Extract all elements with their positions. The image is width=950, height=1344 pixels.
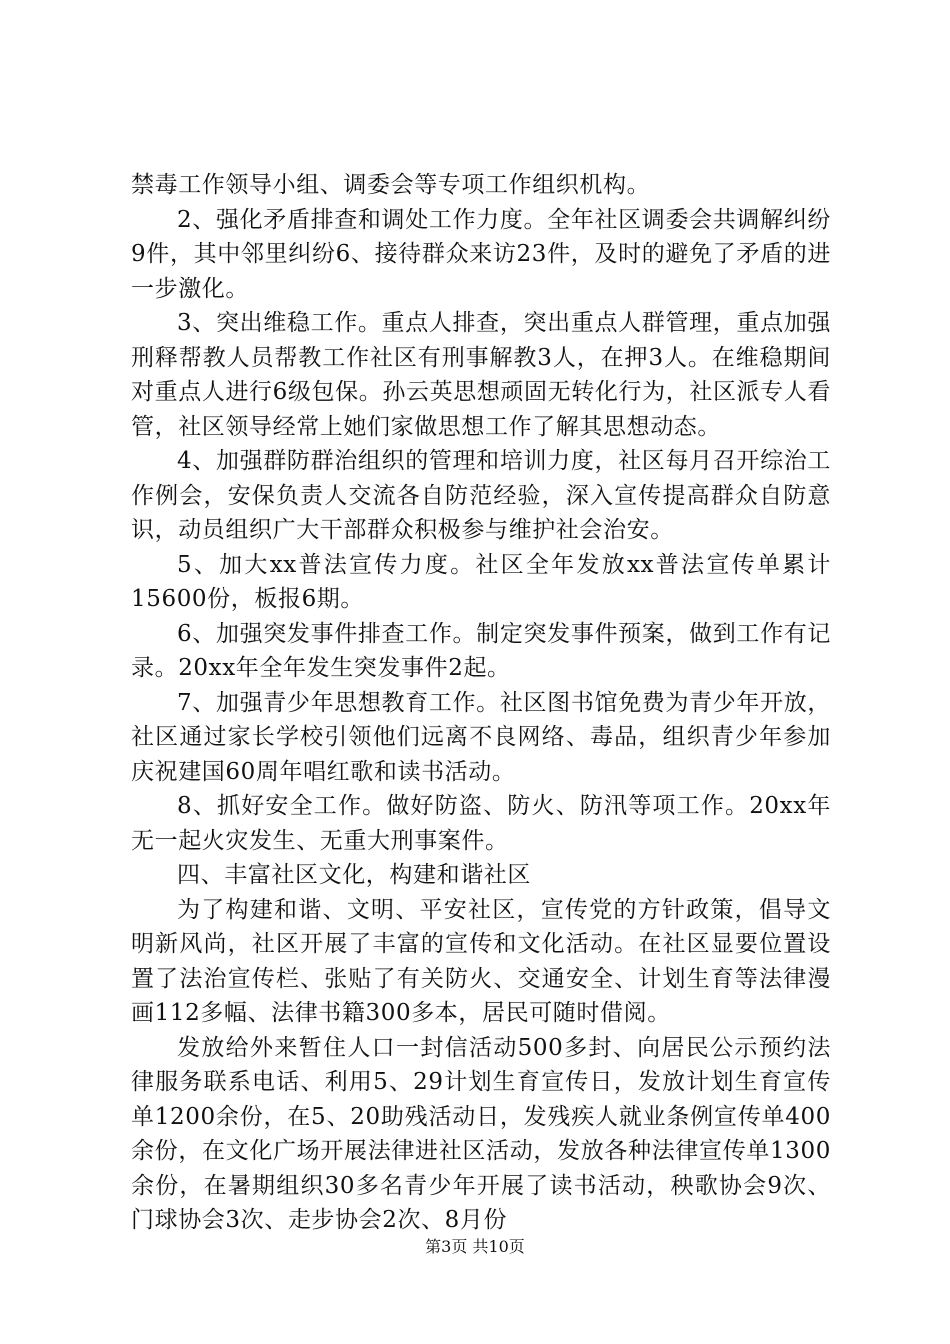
paragraph-9: 为了构建和谐、文明、平安社区，宣传党的方针政策，倡导文明新风尚，社区开展了丰富的宣传和文化活动。在社区显要位置设置了法治宣传栏、张贴了有关防火、交通安全、计划生育等法律漫画112多幅、法律书籍300多本，居民可随时借阅。 [131, 896, 831, 1026]
paragraph-10: 发放给外来暂住人口一封信活动500多封、向居民公示预约法律服务联系电话、利用5、29计划生育宣传日，发放计划生育宣传单1200余份，在5、20助残活动日，发残疾人就业条例宣传单400余份，在文化广场开展法律进社区活动，发放各种法律宣传单1300余份，在暑期组织30多名青少年开展了读书活动，秧歌协会9次、门球协会3次、走步协会2次、8月份 [131, 1034, 831, 1233]
paragraph-6: 6、加强突发事件排查工作。制定突发事件预案，做到工作有记录。20xx年全年发生突发事件2起。 [131, 620, 831, 681]
page-number-footer: 第3页 共10页 [425, 1237, 525, 1256]
paragraph-4: 4、加强群防群治组织的管理和培训力度，社区每月召开综治工作例会，安保负责人交流各自防范经验，深入宣传提高群众自防意识，动员组织广大干部群众积极参与维护社会治安。 [131, 448, 831, 543]
paragraph-3: 3、突出维稳工作。重点人排查，突出重点人群管理，重点加强刑释帮教人员帮教工作社区有刑事解教3人，在押3人。在维稳期间对重点人进行6级包保。孙云英思想顽固无转化行为，社区派专人看管，社区领导经常上她们家做思想工作了解其思想动态。 [131, 310, 831, 440]
section-heading: 四、丰富社区文化，构建和谐社区 [177, 862, 531, 888]
paragraph-5: 5、加大xx普法宣传力度。社区全年发放xx普法宣传单累计15600份，板报6期。 [131, 551, 831, 612]
paragraph-1: 禁毒工作领导小组、调委会等专项工作组织机构。 [131, 172, 651, 198]
paragraph-2: 2、强化矛盾排查和调处工作力度。全年社区调委会共调解纠纷9件，其中邻里纠纷6、接待群众来访23件，及时的避免了矛盾的进一步激化。 [131, 206, 831, 302]
paragraph-7: 7、加强青少年思想教育工作。社区图书馆免费为青少年开放，社区通过家长学校引领他们远离不良网络、毒品，组织青少年参加庆祝建国60周年唱红歌和读书活动。 [131, 689, 831, 785]
paragraph-8: 8、抓好安全工作。做好防盗、防火、防汛等项工作。20xx年无一起火灾发生、无重大刑事案件。 [131, 793, 831, 854]
document-body [131, 168, 831, 1238]
